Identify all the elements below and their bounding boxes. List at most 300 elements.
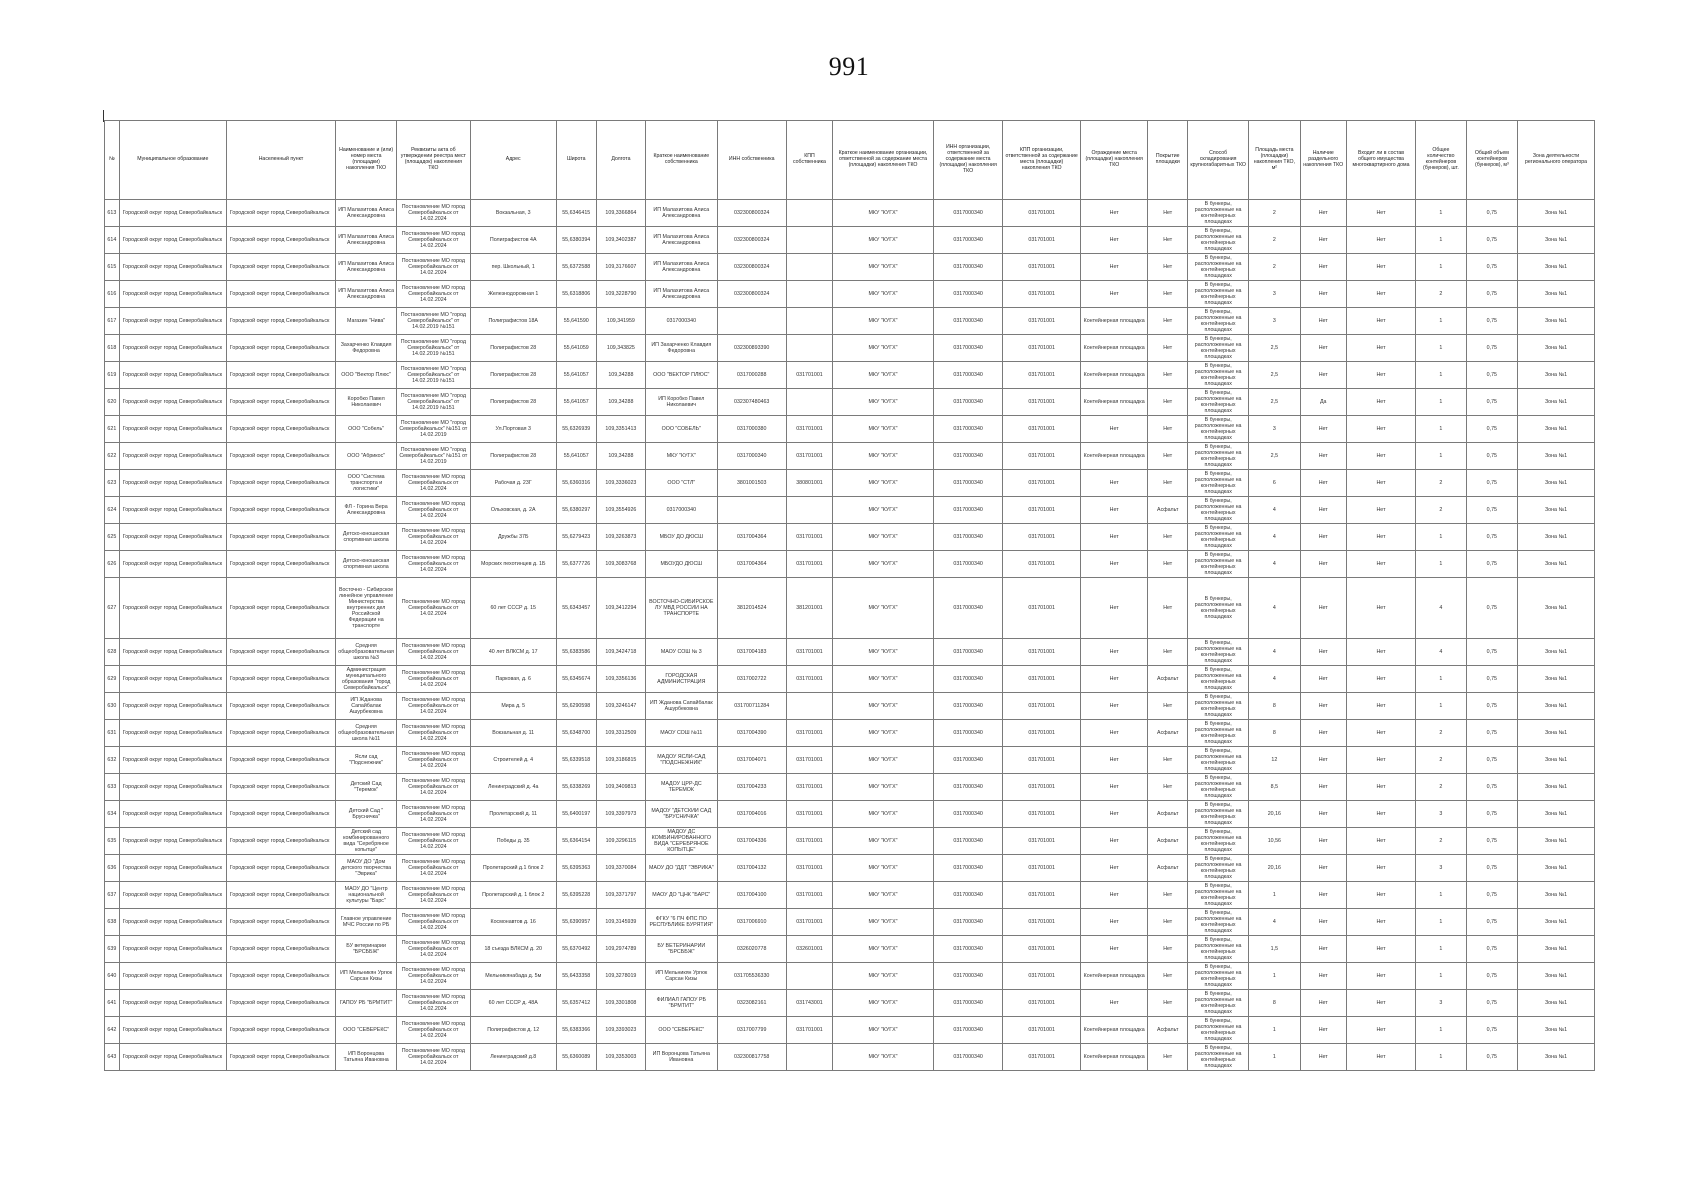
table-cell: [1249, 666, 1300, 693]
cell-text: 20,16: [1267, 864, 1281, 871]
cell-text: 635: [107, 837, 117, 844]
table-cell: [226, 801, 335, 828]
cell-text: 639: [107, 945, 117, 952]
table-cell: [1518, 855, 1595, 882]
table-cell: [105, 416, 120, 443]
table-cell: [786, 443, 832, 470]
cell-text: Вокзальная д. 11: [492, 729, 535, 736]
table-cell: [646, 909, 717, 936]
cell-text: МКУ "КУГХ": [868, 604, 898, 611]
cell-text: 0317000340: [953, 263, 983, 270]
cell-text: Городской округ город Северобайкальск: [122, 398, 223, 405]
cell-text: Городской округ город Северобайкальск: [229, 999, 330, 1006]
table-cell: [119, 227, 226, 254]
table-cell: [1188, 254, 1249, 281]
cell-text: Зона №1: [1544, 371, 1568, 378]
cell-text: 031701001: [1028, 783, 1055, 790]
table-cell: [556, 990, 596, 1017]
table-cell: [1416, 1017, 1466, 1044]
table-cell: [397, 828, 471, 855]
table-cell: [1300, 551, 1346, 578]
cell-text: 032300800324: [734, 236, 770, 243]
table-cell: [470, 666, 556, 693]
cell-text: 109,3263873: [605, 533, 637, 540]
table-cell: [786, 470, 832, 497]
table-cell: [1249, 443, 1300, 470]
cell-text: Городской округ город Северобайкальск: [229, 236, 330, 243]
table-cell: [556, 1044, 596, 1071]
table-cell: [397, 524, 471, 551]
cell-text: Пролетарский д. 1 блок 2: [482, 891, 545, 898]
table-cell: [717, 254, 786, 281]
table-cell: [1081, 855, 1148, 882]
cell-text: 0317004183: [736, 648, 767, 655]
cell-text: 1: [1272, 1053, 1276, 1060]
cell-text: 109,341959: [606, 317, 635, 324]
table-cell: [1416, 909, 1466, 936]
table-cell: [717, 578, 786, 639]
cell-text: Нет: [1163, 344, 1173, 351]
table-cell: [119, 801, 226, 828]
table-cell: [1466, 963, 1517, 990]
table-cell: [1466, 639, 1517, 666]
table-cell: [833, 747, 934, 774]
cell-text: 2: [1439, 783, 1443, 790]
table-cell: [1249, 389, 1300, 416]
cell-text: Городской округ город Северобайкальск: [229, 263, 330, 270]
table-cell: [397, 362, 471, 389]
table-cell: [1466, 389, 1517, 416]
table-cell: [470, 963, 556, 990]
table-cell: [1003, 362, 1081, 389]
table-cell: [336, 281, 397, 308]
table-cell: [1188, 828, 1249, 855]
cell-text: Нет: [1109, 533, 1119, 540]
cell-text: 0,75: [1486, 702, 1497, 709]
cell-text: Городской округ город Северобайкальск: [122, 837, 223, 844]
cell-text: Городской округ город Северобайкальск: [229, 560, 330, 567]
table-cell: [933, 335, 1002, 362]
cell-text: Городской округ город Северобайкальск: [229, 344, 330, 351]
cell-text: Полиграфистов 28: [490, 398, 537, 405]
table-cell: [556, 362, 596, 389]
table-cell: [1249, 693, 1300, 720]
cell-text: ООО "Вектор Плюс": [341, 371, 391, 378]
table-cell: [1003, 551, 1081, 578]
cell-text: 031701001: [796, 1026, 823, 1033]
cell-text: Постановление МО город Северобайкальск от 14.02.2024: [401, 858, 465, 878]
cell-text: 031701001: [1028, 999, 1055, 1006]
cell-text: 1: [1272, 972, 1276, 979]
table-cell: [717, 774, 786, 801]
cell-text: 109,3336023: [605, 479, 637, 486]
cell-text: Ленинградский д.8: [490, 1053, 537, 1060]
cell-text: 031701001: [796, 756, 823, 763]
cell-text: 032300800324: [734, 263, 770, 270]
table-cell: [470, 828, 556, 855]
cell-text: Городской округ город Северобайкальск: [229, 533, 330, 540]
cell-text: 0317000340: [953, 452, 983, 459]
table-cell: [1518, 774, 1595, 801]
waste-sites-registry-table: [104, 120, 1595, 1071]
table-cell: [596, 963, 645, 990]
cell-text: 0317000340: [953, 398, 983, 405]
table-cell: [596, 882, 645, 909]
table-cell: [1346, 720, 1415, 747]
table-cell: [1249, 909, 1300, 936]
table-cell: [1249, 828, 1300, 855]
table-cell: [786, 416, 832, 443]
table-cell: [1518, 497, 1595, 524]
column-header: Общий объем контейнеров (бункеров), м³: [1466, 121, 1517, 200]
table-cell: [1148, 497, 1188, 524]
cell-text: 031701001: [796, 452, 823, 459]
table-cell: [1300, 308, 1346, 335]
table-cell: [786, 882, 832, 909]
table-cell: [646, 497, 717, 524]
table-cell: [1300, 828, 1346, 855]
cell-text: Нет: [1318, 918, 1328, 925]
table-cell: [833, 308, 934, 335]
table-cell: [556, 909, 596, 936]
cell-text: МКУ "КУГХ": [868, 236, 898, 243]
table-cell: [470, 551, 556, 578]
table-cell: [1249, 855, 1300, 882]
table-cell: [786, 254, 832, 281]
table-cell: [646, 254, 717, 281]
table-cell: [1148, 801, 1188, 828]
table-cell: [1081, 720, 1148, 747]
cell-text: 3: [1272, 425, 1276, 432]
table-cell: [556, 281, 596, 308]
cell-text: Нет: [1318, 837, 1328, 844]
cell-text: Нет: [1109, 479, 1119, 486]
cell-text: Зона №1: [1544, 837, 1568, 844]
table-cell: [556, 227, 596, 254]
table-cell: [646, 308, 717, 335]
cell-text: Контейнерная площадка: [1083, 344, 1145, 351]
cell-text: 1: [1439, 533, 1443, 540]
cell-text: Городской округ город Северобайкальск: [122, 560, 223, 567]
table-cell: [226, 909, 335, 936]
cell-text: 0317000340: [953, 560, 983, 567]
table-cell: [833, 335, 934, 362]
column-header: Покрытие площадки: [1148, 121, 1188, 200]
cell-text: Нет: [1109, 506, 1119, 513]
cell-text: ИП Воронцова Татьяна Ивановна: [343, 1050, 389, 1063]
cell-text: Нет: [1163, 371, 1173, 378]
table-cell: [1188, 200, 1249, 227]
table-cell: [1346, 666, 1415, 693]
table-cell: [1003, 855, 1081, 882]
cell-text: Нет: [1376, 560, 1386, 567]
cell-text: 031701001: [1028, 945, 1055, 952]
cell-text: 031701001: [796, 425, 823, 432]
table-cell: [646, 524, 717, 551]
cell-text: Средняя общеобразовательная школа №3: [338, 642, 394, 662]
table-cell: [105, 443, 120, 470]
cell-text: МАОУ ДО "ДДТ "ЭВРИКА": [648, 864, 714, 871]
cell-text: Постановление МО "город Северобайкальск" от 14.02.2019 №151: [400, 365, 466, 385]
table-cell: [596, 747, 645, 774]
table-cell: [933, 443, 1002, 470]
cell-text: 109,3424718: [605, 648, 637, 655]
table-cell: [1188, 335, 1249, 362]
cell-text: 55,6279423: [562, 533, 591, 540]
cell-text: Городской округ город Северобайкальск: [122, 864, 223, 871]
table-cell: [119, 335, 226, 362]
table-cell: [226, 524, 335, 551]
table-cell: [933, 389, 1002, 416]
column-header: Адрес: [470, 121, 556, 200]
cell-text: Нет: [1109, 945, 1119, 952]
cell-text: 109,3366864: [605, 209, 637, 216]
cell-text: ООО "Система транспорта и логистики": [347, 473, 385, 493]
cell-text: 55,641059: [563, 344, 589, 351]
cell-text: Городской округ город Северобайкальск: [122, 533, 223, 540]
cell-text: Контейнерная площадка: [1083, 1053, 1145, 1060]
table-cell: [1416, 720, 1466, 747]
table-cell: [596, 335, 645, 362]
table-cell: [1416, 308, 1466, 335]
cell-text: Городской округ город Северобайкальск: [229, 398, 330, 405]
table-cell: [1249, 254, 1300, 281]
cell-text: МАОУ ДО "ЦНК "БАРС": [652, 891, 711, 898]
cell-text: 0,75: [1486, 729, 1497, 736]
cell-text: 031701001: [1028, 702, 1055, 709]
table-cell: [470, 882, 556, 909]
table-cell: [596, 362, 645, 389]
table-cell: [833, 551, 934, 578]
cell-text: 0317000340: [953, 506, 983, 513]
cell-text: Постановление МО город Северобайкальск от 14.02.2024: [401, 500, 465, 520]
table-cell: [1148, 666, 1188, 693]
cell-text: Нет: [1318, 506, 1328, 513]
cell-text: Городской округ город Северобайкальск: [122, 756, 223, 763]
cell-text: Постановление МО "город Северобайкальск" от 14.02.2019 №151: [400, 338, 466, 358]
cell-text: 55,641057: [563, 398, 589, 405]
table-cell: [470, 470, 556, 497]
cell-text: Нет: [1163, 398, 1173, 405]
table-cell: [596, 639, 645, 666]
cell-text: Асфальт: [1157, 837, 1179, 844]
table-cell: [786, 747, 832, 774]
table-cell: [1416, 281, 1466, 308]
page-number: 991: [828, 52, 870, 81]
cell-text: 4: [1439, 604, 1443, 611]
table-cell: [1518, 747, 1595, 774]
table-cell: [556, 639, 596, 666]
cell-text: 627: [107, 604, 117, 611]
table-cell: [596, 470, 645, 497]
table-cell: [119, 416, 226, 443]
cell-text: Контейнерная площадка: [1083, 317, 1145, 324]
table-cell: [1346, 497, 1415, 524]
cell-text: Постановление МО город Северобайкальск от 14.02.2024: [401, 257, 465, 277]
cell-text: 109,34288: [608, 398, 634, 405]
cell-text: Нет: [1109, 918, 1119, 925]
table-cell: [596, 693, 645, 720]
cell-text: 0317000340: [953, 1053, 983, 1060]
cell-text: 109,3278019: [605, 972, 637, 979]
cell-text: 109,3397973: [605, 810, 637, 817]
table-cell: [105, 909, 120, 936]
table-cell: [1300, 1017, 1346, 1044]
table-cell: [717, 443, 786, 470]
cell-text: 031701001: [1028, 648, 1055, 655]
cell-text: Городской округ город Северобайкальск: [229, 209, 330, 216]
table-cell: [1300, 524, 1346, 551]
table-cell: [1081, 362, 1148, 389]
table-cell: [336, 855, 397, 882]
cell-text: 55,6433358: [562, 972, 591, 979]
table-cell: [1003, 578, 1081, 639]
table-cell: [1148, 200, 1188, 227]
cell-text: 1: [1439, 452, 1443, 459]
table-body: [105, 200, 1595, 1071]
cell-text: 632: [107, 756, 117, 763]
cell-text: 1: [1439, 675, 1443, 682]
cell-text: 031701001: [1028, 479, 1055, 486]
cell-text: 031701001: [1028, 533, 1055, 540]
cell-text: 629: [107, 675, 117, 682]
table-cell: [1518, 1044, 1595, 1071]
table-cell: [646, 1044, 717, 1071]
cell-text: 0,75: [1486, 317, 1497, 324]
table-cell: [786, 720, 832, 747]
table-cell: [105, 855, 120, 882]
table-cell: [470, 578, 556, 639]
table-row: [105, 963, 1595, 990]
cell-text: Нет: [1318, 675, 1328, 682]
cell-text: 0,75: [1486, 560, 1497, 567]
cell-text: 031701001: [796, 918, 823, 925]
table-cell: [786, 855, 832, 882]
table-cell: [1416, 551, 1466, 578]
table-cell: [1416, 801, 1466, 828]
cell-text: 0317000340: [953, 999, 983, 1006]
cell-text: 1: [1439, 918, 1443, 925]
table-cell: [1346, 335, 1415, 362]
table-cell: [786, 389, 832, 416]
table-row: [105, 855, 1595, 882]
table-cell: [717, 497, 786, 524]
table-cell: [470, 693, 556, 720]
table-cell: [646, 578, 717, 639]
table-row: [105, 362, 1595, 389]
cell-text: Нет: [1109, 864, 1119, 871]
cell-text: 617: [107, 317, 117, 324]
table-cell: [1416, 443, 1466, 470]
table-cell: [556, 416, 596, 443]
cell-text: Постановление МО город Северобайкальск от 14.02.2024: [401, 203, 465, 223]
table-cell: [397, 936, 471, 963]
cell-text: Городской округ город Северобайкальск: [229, 702, 330, 709]
cell-text: МАДОУ ЦРР-ДС ТЕРЕМОК: [660, 780, 702, 793]
cell-text: Зона №1: [1544, 263, 1568, 270]
table-cell: [1518, 227, 1595, 254]
cell-text: Нет: [1163, 236, 1173, 243]
table-cell: [717, 801, 786, 828]
cell-text: Нет: [1376, 918, 1386, 925]
cell-text: Нет: [1318, 236, 1328, 243]
table-cell: [119, 254, 226, 281]
table-cell: [1188, 747, 1249, 774]
cell-text: Зона №1: [1544, 648, 1568, 655]
table-cell: [1003, 882, 1081, 909]
table-cell: [833, 524, 934, 551]
table-cell: [833, 990, 934, 1017]
table-cell: [119, 666, 226, 693]
table-row: [105, 578, 1595, 639]
cell-text: МКУ "КУГХ": [868, 263, 898, 270]
cell-text: Полиграфистов 28: [490, 344, 537, 351]
table-cell: [1518, 720, 1595, 747]
table-cell: [1148, 362, 1188, 389]
table-cell: [105, 882, 120, 909]
cell-text: 031701001: [1028, 675, 1055, 682]
table-cell: [470, 497, 556, 524]
cell-text: Асфальт: [1157, 810, 1179, 817]
table-cell: [226, 936, 335, 963]
table-cell: [646, 639, 717, 666]
table-cell: [1300, 497, 1346, 524]
cell-text: Постановление МО "город Северобайкальск" №151 от 14.02.2019: [399, 446, 468, 466]
table-cell: [1003, 666, 1081, 693]
cell-text: ИП Малахитова Алиса Александровна: [338, 206, 395, 219]
table-cell: [556, 551, 596, 578]
table-cell: [1346, 254, 1415, 281]
cell-text: Нет: [1376, 236, 1386, 243]
table-cell: [717, 227, 786, 254]
table-row: [105, 524, 1595, 551]
cell-text: ФГКУ "6 ПЧ ФПС ПО РЕСПУБЛИКЕ БУРЯТИЯ": [649, 915, 714, 928]
cell-text: Космонавтов д. 16: [490, 918, 536, 925]
table-cell: [397, 470, 471, 497]
cell-text: Зона №1: [1544, 1053, 1568, 1060]
table-cell: [1249, 1017, 1300, 1044]
cell-text: 0317000340: [953, 209, 983, 216]
cell-text: ООО "Собель": [348, 425, 385, 432]
cell-text: 3: [1272, 317, 1276, 324]
cell-text: 0317000340: [953, 479, 983, 486]
cell-text: В бункеры, расположенные на контейнерных площадках: [1194, 336, 1242, 360]
cell-text: 031701001: [1028, 837, 1055, 844]
table-cell: [833, 855, 934, 882]
cell-text: В бункеры, расположенные на контейнерных площадках: [1194, 748, 1242, 772]
cell-text: МКУ "КУГХ": [868, 864, 898, 871]
table-cell: [933, 416, 1002, 443]
table-cell: [1466, 443, 1517, 470]
table-cell: [596, 281, 645, 308]
table-cell: [226, 443, 335, 470]
cell-text: В бункеры, расположенные на контейнерных площадках: [1194, 390, 1242, 414]
table-cell: [596, 828, 645, 855]
table-row: [105, 1044, 1595, 1071]
table-cell: [1003, 497, 1081, 524]
cell-text: 031701001: [1028, 604, 1055, 611]
table-cell: [1518, 362, 1595, 389]
table-cell: [470, 855, 556, 882]
cell-text: В бункеры, расположенные на контейнерных площадках: [1194, 991, 1242, 1015]
cell-text: МКУ "КУГХ": [868, 371, 898, 378]
cell-text: Пролетарский д. 11: [489, 810, 537, 817]
cell-text: 8,5: [1270, 783, 1279, 790]
table-cell: [1081, 1017, 1148, 1044]
table-row: [105, 909, 1595, 936]
table-cell: [1300, 639, 1346, 666]
table-cell: [336, 200, 397, 227]
